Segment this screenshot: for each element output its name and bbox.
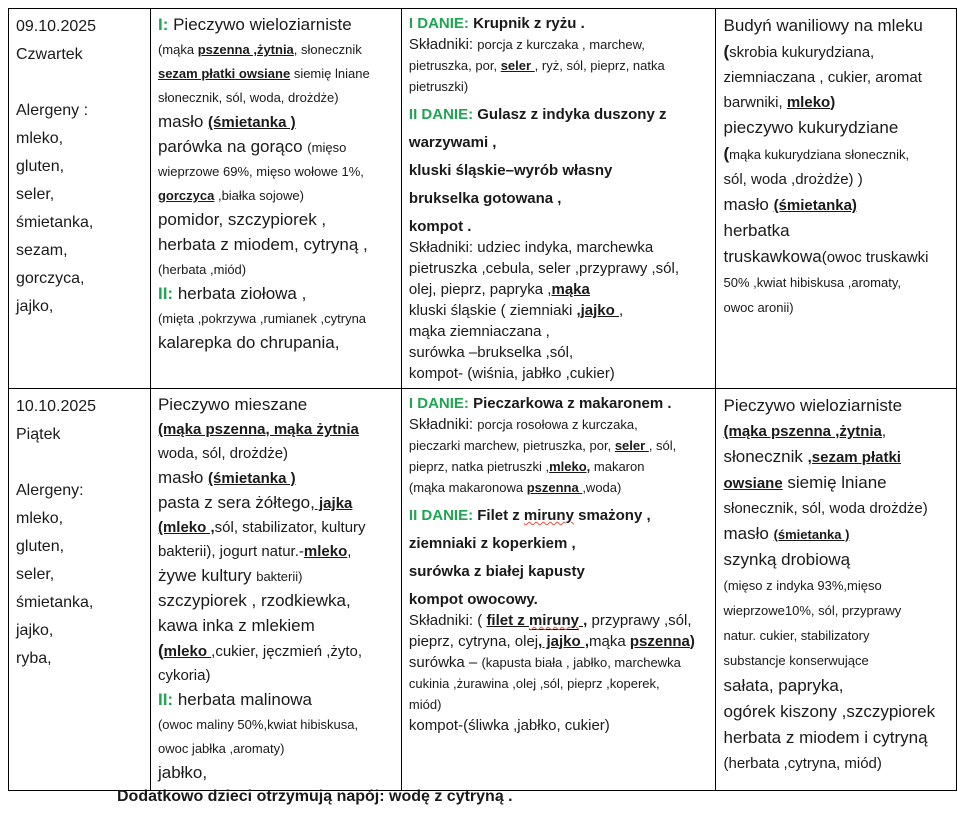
text-line: barwniki, mleko) — [723, 94, 836, 111]
text-line: masło (śmietanka ) — [157, 468, 296, 487]
text-line: owoc jabłka ,aromaty) — [157, 741, 285, 756]
text-line: bakterii), jogurt natur.-mleko, — [157, 543, 352, 560]
text-line: szynką drobiową — [723, 550, 851, 569]
text-line: cykoria) — [157, 667, 211, 684]
text-line: (mąka kukurydziana słonecznik, — [723, 144, 910, 163]
text-line: wieprzowe 69%, mięso wołowe 1%, — [157, 164, 364, 179]
text-line: (mięso z indyka 93%,mięso — [723, 578, 882, 593]
text-line: wieprzowe10%, sól, przyprawy — [723, 603, 902, 618]
text-line: herbata z miodem, cytryną , — [157, 235, 368, 254]
text-line: żywe kultury bakterii) — [157, 566, 303, 585]
text-line: seler, — [16, 566, 55, 583]
text-line: pieprz, natka pietruszki ,mleko, makaron — [408, 459, 645, 474]
text-line: Alergeny: — [16, 482, 84, 499]
text-line: I DANIE: Krupnik z ryżu . — [408, 15, 585, 32]
text-line: ziemniaczana , cukier, aromat — [723, 69, 922, 86]
text-line: mąka ziemniaczana , — [408, 323, 550, 340]
text-line: mleko, — [16, 130, 64, 147]
text-line: ryba, — [16, 650, 52, 667]
text-line: sałata, papryka, — [723, 676, 844, 695]
dinner-cell-thursday — [401, 9, 716, 389]
text-line: (skrobia kukurydziana, — [723, 42, 875, 61]
text-line: II: herbata malinowa — [157, 690, 313, 709]
text-line: Piątek — [16, 426, 61, 443]
text-line: ziemniaki z koperkiem , — [408, 535, 576, 552]
text-line: II DANIE: Filet z miruny smażony , — [408, 507, 651, 524]
text-line: Pieczywo mieszane — [157, 395, 308, 414]
text-line: surówka – (kapusta biała , jabłko, marchewka — [408, 654, 681, 671]
text-line: brukselka gotowana , — [408, 190, 562, 207]
text-line: (mleko ,cukier, jęczmień ,żyto, — [157, 641, 363, 660]
text-line: szczypiorek , rzodkiewka, — [157, 591, 351, 610]
text-line: kluski śląskie ( ziemniaki ,jajko , — [408, 302, 624, 319]
text-line: pietruszki) — [408, 79, 469, 94]
text-line: kawa inka z mlekiem — [157, 616, 315, 635]
text-line: 10.10.2025 — [16, 398, 97, 415]
text-line: 09.10.2025 — [16, 18, 97, 35]
text-line — [16, 69, 144, 97]
text-line: (mąka pszenna ,żytnia, — [723, 423, 887, 440]
text-line: olej, pieprz, papryka ,mąka — [408, 281, 590, 298]
snack-cell-friday — [716, 389, 957, 791]
text-line: warzywami , — [408, 134, 497, 151]
text-line: kompot . — [408, 218, 472, 235]
text-line: słonecznik, sól, woda drożdże) — [723, 500, 928, 517]
text-line: gluten, — [16, 538, 65, 555]
text-line: gluten, — [16, 158, 65, 175]
text-line: owsiane siemię lniane — [723, 473, 887, 492]
text-line: sól, woda ,drożdże) ) — [723, 171, 863, 188]
text-line: I: Pieczywo wieloziarniste — [157, 15, 352, 34]
text-line: surówka z białej kapusty — [408, 563, 585, 580]
text-line: mleko, — [16, 510, 64, 527]
text-line: pasta z sera żółtego, jajka — [157, 493, 353, 512]
text-line: 50% ,kwiat hibiskusa ,aromaty, — [723, 275, 901, 290]
text-line: Składniki: udziec indyka, marchewka — [408, 239, 654, 256]
text-line: (mięta ,pokrzywa ,rumianek ,cytryna — [157, 311, 367, 326]
text-line: jajko, — [16, 622, 54, 639]
text-line: kompot-(śliwka ,jabłko, cukier) — [408, 717, 610, 734]
breakfast-cell-friday — [150, 389, 401, 791]
snack-cell-thursday — [716, 9, 957, 389]
text-line: Alergeny : — [16, 102, 89, 119]
text-line: pieczywo kukurydziane — [723, 118, 899, 137]
text-line: (mąka pszenna ,żytnia, słonecznik — [157, 42, 362, 57]
text-line: natur. cukier, stabilizatory — [723, 628, 870, 643]
text-line: pieprz, cytryna, olej, jajko ,mąka pszenna) — [408, 633, 695, 650]
text-line: Czwartek — [16, 46, 83, 63]
text-line: (herbata ,miód) — [157, 262, 247, 277]
text-line: I DANIE: Pieczarkowa z makaronem . — [408, 395, 672, 412]
text-line: kompot owocowy. — [408, 591, 538, 608]
text-line: masło (śmietanka ) — [723, 524, 850, 543]
text-line: Składniki: porcja rosołowa z kurczaka, — [408, 416, 638, 433]
text-line: gorczyca ,białka sojowe) — [157, 188, 304, 203]
text-line: słonecznik ,sezam płatki — [723, 447, 901, 466]
text-line: parówka na gorąco (mięso — [157, 137, 347, 156]
menu-row-friday — [9, 389, 957, 791]
text-line: (mleko ,sól, stabilizator, kultury — [157, 519, 366, 536]
dinner-cell-friday — [401, 389, 716, 791]
text-line: truskawkowa(owoc truskawki — [723, 247, 929, 266]
text-line: kompot- (wiśnia, jabłko ,cukier) — [408, 365, 615, 382]
text-line: II DANIE: Gulasz z indyka duszony z — [408, 106, 667, 123]
text-line: masło (śmietanka) — [723, 195, 857, 214]
text-line: (mąka pszenna, mąka żytnia — [157, 421, 359, 438]
text-line: surówka –brukselka ,sól, — [408, 344, 574, 361]
text-line: Budyń waniliowy na mleku — [723, 16, 923, 35]
text-line: owoc aronii) — [723, 300, 794, 315]
text-line: śmietanka, — [16, 214, 94, 231]
text-line: miód) — [408, 697, 442, 712]
text-line: (herbata ,cytryna, miód) — [723, 755, 882, 772]
menu-table — [8, 8, 957, 791]
text-line: jabłko, — [157, 763, 208, 782]
text-line: Składniki: ( filet z miruny , przyprawy ,sól, — [408, 612, 692, 629]
additional-drink-note: Dodatkowo dzieci otrzymują napój: wodę z cytryną . — [117, 788, 513, 805]
menu-row-thursday — [9, 9, 957, 389]
text-line: śmietanka, — [16, 594, 94, 611]
text-line: woda, sól, drożdże) — [157, 445, 289, 462]
text-line: II: herbata ziołowa , — [157, 284, 307, 303]
text-line: herbatka — [723, 221, 790, 240]
date-allergens-cell-friday — [9, 389, 151, 791]
text-line: cukinia ,żurawina ,olej ,sól, pieprz ,koperek, — [408, 676, 660, 691]
text-line: pietruszka, por, seler , ryż, sól, pieprz, natka — [408, 58, 665, 73]
breakfast-cell-thursday — [150, 9, 401, 389]
text-line: Składniki: porcja z kurczaka , marchew, — [408, 36, 645, 53]
text-line: pieczarki marchew, pietruszka, por, seler , sól, — [408, 438, 677, 453]
text-line: kalarepka do chrupania, — [157, 333, 340, 352]
text-line: sezam, — [16, 242, 68, 259]
text-line: słonecznik, sól, woda, drożdże) — [157, 90, 339, 105]
text-line: masło (śmietanka ) — [157, 112, 296, 131]
text-line: jajko, — [16, 298, 54, 315]
text-line: pietruszka ,cebula, seler ,przyprawy ,sól, — [408, 260, 680, 277]
text-line: seler, — [16, 186, 55, 203]
text-line: substancje konserwujące — [723, 653, 869, 668]
text-line: herbata z miodem i cytryną — [723, 728, 928, 747]
text-line: kluski śląskie–wyrób własny — [408, 162, 613, 179]
text-line: (mąka makaronowa pszenna ,woda) — [408, 480, 622, 495]
text-line: gorczyca, — [16, 270, 85, 287]
text-line: sezam płatki owsiane siemię lniane — [157, 66, 370, 81]
text-line: (owoc maliny 50%,kwiat hibiskusa, — [157, 717, 359, 732]
text-line: Pieczywo wieloziarniste — [723, 396, 903, 415]
text-line: ogórek kiszony ,szczypiorek — [723, 702, 936, 721]
date-allergens-cell-thursday — [9, 9, 151, 389]
text-line — [16, 449, 144, 477]
text-line: pomidor, szczypiorek , — [157, 210, 327, 229]
